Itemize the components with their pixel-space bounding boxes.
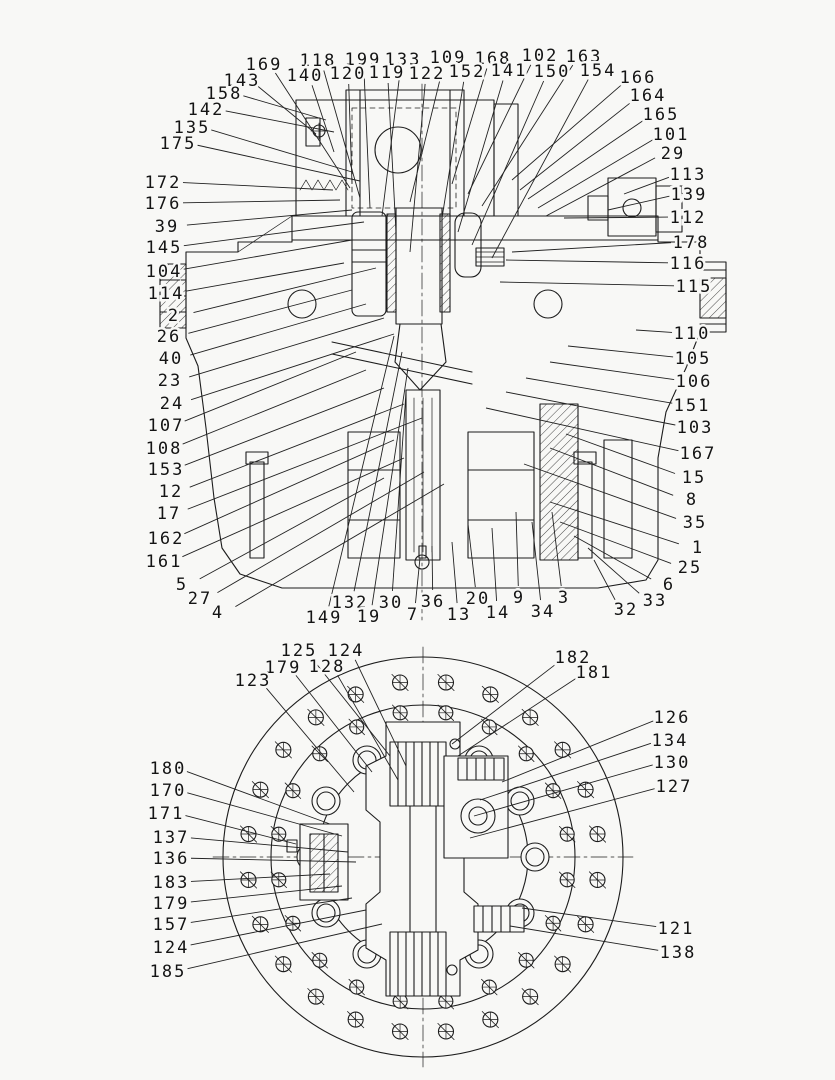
part-label-139: 139 [670,185,708,205]
part-label-30: 30 [378,593,404,613]
part-label-169: 169 [245,55,283,75]
bolt-hole-icon [545,916,561,932]
part-label-127: 127 [655,777,693,797]
part-label-153: 153 [147,460,185,480]
leader-line-105 [568,346,673,357]
bolt-hole-icon [275,956,291,972]
leader-line-172 [183,183,333,190]
leader-line-124 [191,910,366,945]
part-label-140: 140 [286,66,324,86]
leader-line-108 [183,370,366,444]
part-label-3: 3 [557,588,571,608]
part-label-105: 105 [674,349,712,369]
part-label-183: 183 [152,873,190,893]
swash-plate [332,342,472,372]
bolt-hole-icon [240,872,256,888]
leader-line-101 [538,139,654,208]
bolt-hole-icon [240,826,256,842]
part-label-164: 164 [629,86,667,106]
part-label-118: 118 [299,51,337,71]
part-label-136: 136 [152,849,190,869]
part-label-102: 102 [521,46,559,66]
part-label-154: 154 [579,61,617,81]
part-label-24: 24 [159,394,185,414]
part-label-26: 26 [156,327,182,347]
part-label-13: 13 [446,605,472,625]
part-label-115: 115 [675,277,713,297]
bolt-hole-icon [545,783,561,799]
bolt-hole-icon [438,1023,454,1039]
part-label-20: 20 [465,589,491,609]
part-label-161: 161 [145,552,183,572]
leader-line-102 [468,65,531,194]
part-label-175: 175 [159,134,197,154]
bolt-hole-icon [506,787,534,815]
bolt-hole-icon [522,988,538,1004]
right-bearing [534,290,562,318]
relief-valve-body [608,178,656,236]
part-label-112: 112 [669,208,707,228]
part-label-6: 6 [662,575,676,595]
bolt-hole-icon [275,742,291,758]
part-label-170: 170 [149,781,187,801]
cylinder-block [396,208,442,324]
right-piston [455,213,481,277]
bolt-hole-icon [482,1011,498,1027]
left-bearing [288,290,316,318]
bolt-hole-icon [559,872,575,888]
bolt-hole-icon [308,988,324,1004]
bolt-hole-icon [392,705,408,721]
part-label-165: 165 [642,105,680,125]
leader-line-2 [193,268,376,313]
part-label-34: 34 [530,602,556,622]
leader-line-142 [226,111,334,132]
part-label-180: 180 [149,759,187,779]
part-label-2: 2 [167,306,181,326]
leader-line-13 [452,542,457,603]
bolt-hole-icon [392,1023,408,1039]
part-label-150: 150 [533,62,571,82]
leader-line-141 [458,80,503,232]
bolt-hole-icon [312,787,340,815]
bolt-hole-icon [589,872,605,888]
leader-line-29 [546,158,655,216]
leader-line-178 [512,243,671,252]
leader-line-104 [184,240,352,269]
bolt-hole-icon [518,746,534,762]
part-label-9: 9 [512,588,526,608]
part-label-121: 121 [657,919,695,939]
part-label-143: 143 [223,71,261,91]
part-label-27: 27 [187,589,213,609]
leader-line-176 [183,200,340,203]
part-label-17: 17 [156,504,182,524]
right-housing-bolt [578,462,592,558]
leader-line-164 [520,102,632,190]
part-label-8: 8 [685,490,699,510]
part-label-181: 181 [575,663,613,683]
bolt-hole-icon [252,782,268,798]
leader-line-14 [492,528,497,601]
left-housing-bolt [250,462,264,558]
part-label-142: 142 [187,100,225,120]
part-label-116: 116 [669,254,707,274]
leader-line-40 [190,304,366,355]
part-label-151: 151 [673,396,711,416]
part-label-199: 199 [344,50,382,70]
part-label-39: 39 [154,217,180,237]
part-label-12: 12 [158,482,184,502]
section-view-figure [145,46,726,628]
part-label-5: 5 [175,575,189,595]
part-label-110: 110 [673,324,711,344]
part-label-125: 125 [280,641,318,661]
bolt-hole-icon [554,956,570,972]
leader-line-36 [432,546,433,590]
bolt-hole-icon [438,674,454,690]
leader-line-115 [500,282,674,286]
bolt-hole-icon [312,746,328,762]
bolt-hole-icon [589,826,605,842]
part-label-166: 166 [619,68,657,88]
part-label-40: 40 [158,349,184,369]
bolt-hole-icon [312,952,328,968]
leader-line-110 [636,330,672,332]
bolt-hole-icon [308,709,324,725]
part-label-109: 109 [429,48,467,68]
bolt-hole-icon [518,952,534,968]
leader-line-30 [392,392,406,591]
part-label-157: 157 [152,915,190,935]
part-label-138: 138 [659,943,697,963]
part-label-106: 106 [675,372,713,392]
part-label-36: 36 [420,592,446,612]
bottom-grid-block [474,906,524,932]
bolt-hole-icon [577,916,593,932]
part-label-162: 162 [147,529,185,549]
part-label-130: 130 [653,753,691,773]
valve-bore-circle [375,127,421,173]
bolt-hole-icon [285,783,301,799]
part-label-163: 163 [565,47,603,67]
part-label-152: 152 [448,62,486,82]
leader-line-116 [506,260,668,263]
part-label-113: 113 [669,165,707,185]
part-label-119: 119 [368,63,406,83]
leader-line-27 [217,472,424,593]
part-label-158: 158 [205,84,243,104]
leader-line-139 [608,196,669,210]
bolt-hole-icon [392,674,408,690]
part-label-114: 114 [147,284,185,304]
part-label-167: 167 [679,444,717,464]
part-label-135: 135 [173,118,211,138]
leader-line-32 [594,560,615,600]
part-label-178: 178 [672,233,710,253]
part-label-120: 120 [329,64,367,84]
part-label-149: 149 [305,608,343,628]
part-label-168: 168 [474,49,512,69]
leader-line-151 [526,378,672,403]
leader-line-20 [468,524,475,587]
part-label-25: 25 [677,558,703,578]
leader-line-112 [564,217,668,218]
flange-view-figure [148,641,697,1067]
part-label-15: 15 [681,468,707,488]
part-label-145: 145 [145,238,183,258]
part-label-134: 134 [651,731,689,751]
part-label-126: 126 [653,708,691,728]
leader-line-123 [266,688,354,792]
leader-line-166 [512,84,623,180]
part-label-107: 107 [147,416,185,436]
part-label-35: 35 [682,513,708,533]
part-label-33: 33 [642,591,668,611]
leader-line-199 [364,70,370,208]
part-label-185: 185 [149,962,187,982]
part-label-124: 124 [152,938,190,958]
part-label-179: 179 [152,894,190,914]
part-label-1: 1 [691,538,705,558]
leader-line-167 [486,408,678,451]
part-label-176: 176 [144,194,182,214]
left-piston [352,212,386,316]
bolt-hole-icon [348,686,364,702]
leader-line-120 [349,84,352,184]
part-label-137: 137 [152,828,190,848]
part-label-132: 132 [331,593,369,613]
part-label-133: 133 [384,50,422,70]
part-label-32: 32 [613,600,639,620]
leader-line-180 [187,772,330,824]
leader-line-26 [188,290,352,333]
bolt-hole-icon [482,686,498,702]
leader-line-149 [329,336,394,606]
part-label-7: 7 [406,605,420,625]
part-label-14: 14 [485,603,511,623]
bolt-hole-icon [521,843,549,871]
leader-line-39 [187,210,352,225]
part-label-108: 108 [145,439,183,459]
part-label-128: 128 [308,657,346,677]
part-label-104: 104 [145,262,183,282]
part-label-29: 29 [660,144,686,164]
leader-line-103 [506,392,675,425]
part-label-172: 172 [144,173,182,193]
bolt-hole-icon [482,979,498,995]
part-label-19: 19 [356,607,382,627]
leader-line-114 [186,263,344,291]
leader-line-163 [482,65,573,206]
bolt-hole-icon [348,1011,364,1027]
part-label-141: 141 [490,61,528,81]
leader-line-12 [190,404,404,487]
part-label-4: 4 [211,603,225,623]
part-label-124: 124 [327,641,365,661]
part-label-101: 101 [652,125,690,145]
leader-line-9 [516,512,518,586]
part-label-179: 179 [264,658,302,678]
part-label-182: 182 [554,648,592,668]
part-label-171: 171 [147,804,185,824]
bolt-hole-icon [349,979,365,995]
part-label-103: 103 [676,418,714,438]
leader-line-182 [452,663,557,744]
right-carrier [468,432,534,558]
leader-line-106 [550,362,674,380]
bolt-hole-icon [522,709,538,725]
part-label-123: 123 [234,671,272,691]
leader-line-153 [185,388,384,465]
part-label-122: 122 [408,64,446,84]
part-label-23: 23 [157,371,183,391]
leader-line-135 [211,130,352,172]
leader-line-152 [442,82,464,218]
leader-line-17 [188,418,422,509]
section-view-labels [145,46,717,628]
leader-line-107 [185,352,356,421]
